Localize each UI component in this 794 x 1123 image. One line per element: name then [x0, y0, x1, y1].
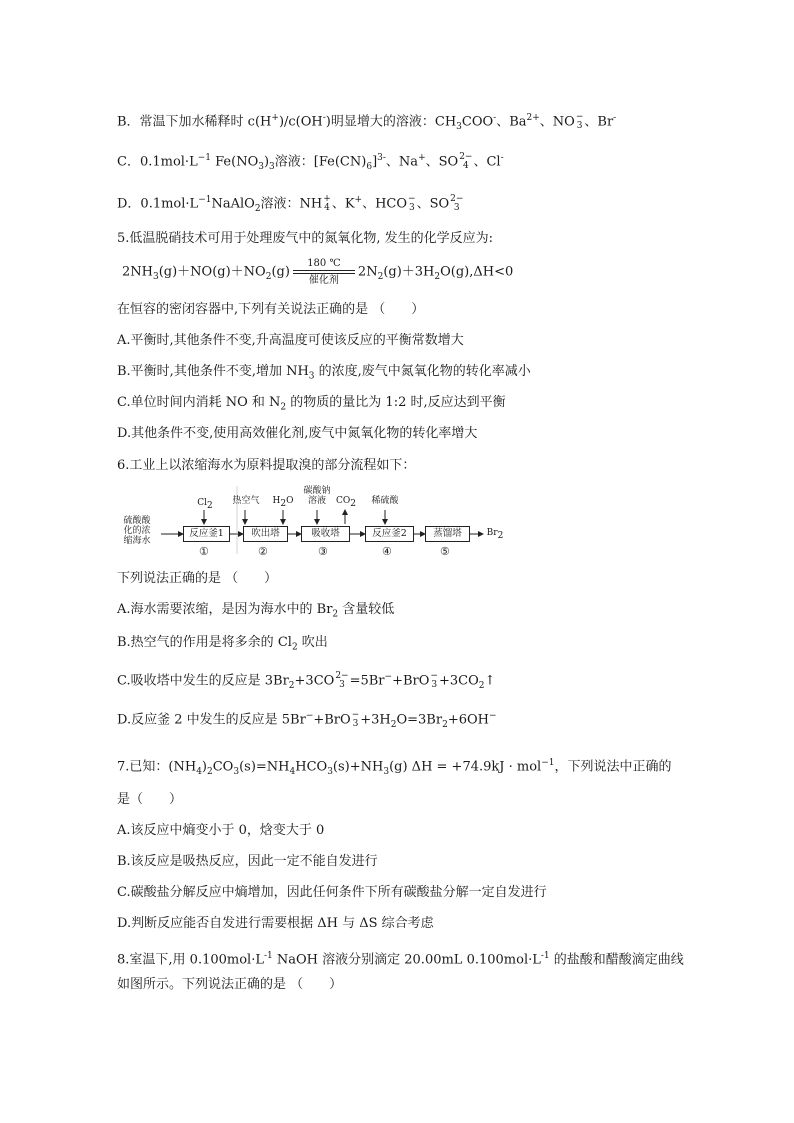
ion-charge-stack: 2− 3 — [450, 193, 464, 213]
q6-option-d[interactable]: D.反应釜 2 中发生的反应是 5Br−+BrO − 3 $+3H_2O=3Br_2+6OH^-$ — [117, 709, 497, 730]
ion-charge-stack: 2− 3 — [335, 670, 349, 690]
q6-stem: 6.工业上以浓缩海水为原料提取溴的部分流程如下： — [117, 458, 416, 473]
q5-stem: 5.低温脱硝技术可用于处理废气中的氮氧化物, 发生的化学反应为: — [117, 231, 494, 246]
q5-option-c[interactable]: C.单位时间内消耗 NO 和 $N_2$ 的物质的量比为 1:2 时,反应达到平衡 — [117, 395, 506, 413]
q4-option-d[interactable]: D．$0.1mol\cdot L^{-1}NaAlO_2$溶液：NH + 4 、K+、HCO − 3 、SO 2− 3 — [117, 193, 464, 214]
q7-stem: 7.已知：$(NH_4)_2CO_3(s)=NH_4HCO_3(s)+NH_3(g) \Delta H = +74.9kJ \cdot mol^{-1}$，下列说法中正确的 — [117, 758, 672, 777]
q7-option-b[interactable]: B.该反应是吸热反应，因此一定不能自发进行 — [117, 854, 378, 869]
q5-equation: $2NH_3(g)+NO(g)+NO_2(g)180$ ℃ 催化剂$2N_2(g)+3H_2O(g),\Delta H<0$ — [122, 258, 514, 286]
ion-charge-stack: − 3 — [430, 670, 438, 690]
q5-option-a[interactable]: A.平衡时,其他条件不变,升高温度可使该反应的平衡常数增大 — [117, 333, 464, 348]
q6-option-a[interactable]: A.海水需要浓缩，是因为海水中的 $Br_2$ 含量较低 — [117, 602, 395, 620]
q6-condition: 下列说法正确的是 （ ） — [117, 571, 278, 586]
ion-charge-stack: 2− 4 — [459, 151, 473, 171]
flow-dilute-acid-label: 稀硫酸 — [371, 496, 399, 506]
flow-blow-out-tower: 吹出塔 — [243, 526, 288, 542]
q8-stem: 8.室温下,用 $0.100mol\cdot L^{-1}$ NaOH 溶液分别滴定 20.00mL $0.100mol\cdot L^{-1}$ 的盐酸和醋酸滴定曲线 — [117, 951, 684, 968]
flow-cl2-label: Cl2 — [197, 498, 213, 511]
flow-absorption-tower: 吸收塔 — [301, 526, 350, 542]
q5-option-d[interactable]: D.其他条件不变,使用高效催化剂,废气中氮氧化物的转化率增大 — [117, 426, 478, 441]
q7-option-d[interactable]: D.判断反应能否自发进行需要根据 ΔH 与 ΔS 综合考虑 — [117, 916, 434, 931]
q8-stem-continued: 如图所示。下列说法正确的是 （ ） — [117, 977, 343, 992]
ion-charge-stack: − 3 — [408, 193, 416, 213]
bromine-extraction-flowchart — [117, 484, 637, 564]
flow-h2o-label: H2O — [272, 496, 294, 509]
q7-option-a[interactable]: A.该反应中熵变小于 0，焓变大于 0 — [117, 823, 325, 838]
q5-condition: 在恒容的密闭容器中,下列有关说法正确的是 （ ） — [117, 302, 425, 317]
reaction-equilibrium-arrow: 180 ℃ 催化剂 — [293, 258, 355, 286]
flow-step-3: ③ — [318, 545, 328, 558]
flow-distillation-tower: 蒸馏塔 — [425, 526, 470, 542]
flow-step-1: ① — [199, 545, 209, 558]
flow-co2-label: CO2 — [336, 496, 356, 509]
ion-charge-stack: + 4 — [323, 193, 331, 213]
q4-option-c[interactable]: C．$0.1mol\cdot L^{-1}$ $Fe(NO_3)_3$溶液：$[Fe(CN)_6]^{3-}$、Na+、SO 2− 4 、Cl- — [117, 151, 504, 172]
flow-reactor-1: 反应釜1 — [183, 526, 230, 542]
q6-option-c[interactable]: C.吸收塔中发生的反应是 $3Br_2+3CO$ 2− 3 =5Br−+BrO − 3 $+3CO_2↑$ — [117, 670, 496, 691]
flow-sodium-carbonate-label: 碳酸钠 溶液 — [303, 486, 331, 506]
flow-source-label: 硫酸酸 化的浓 缩海水 — [123, 516, 151, 546]
q6-option-b[interactable]: B.热空气的作用是将多余的 $Cl_2$ 吹出 — [117, 635, 328, 653]
q5-option-b[interactable]: B.平衡时,其他条件不变,增加 $NH_3$ 的浓度,废气中氮氧化物的转化率减小 — [117, 364, 531, 382]
flow-hot-air-label: 热空气 — [232, 496, 260, 506]
ion-charge-stack: − 3 — [351, 709, 360, 729]
ion-charge-stack: − 3 — [575, 111, 584, 131]
flow-step-2: ② — [258, 545, 268, 558]
flow-step-4: ④ — [382, 545, 392, 558]
q7-stem-continued: 是（ ） — [117, 792, 183, 807]
q7-option-c[interactable]: C.碳酸盐分解反应中熵增加，因此任何条件下所有碳酸盐分解一定自发进行 — [117, 885, 547, 900]
flow-reactor-2: 反应釜2 — [365, 526, 414, 542]
flow-step-5: ⑤ — [440, 545, 450, 558]
flow-product-label: Br2 — [486, 528, 504, 541]
q4-option-b[interactable]: B．常温下加水稀释时 c(H+)/c(OH-)明显增大的溶液：$CH_3COO^-$、$Ba^{2+}$、NO − 3 、Br- — [117, 111, 617, 132]
